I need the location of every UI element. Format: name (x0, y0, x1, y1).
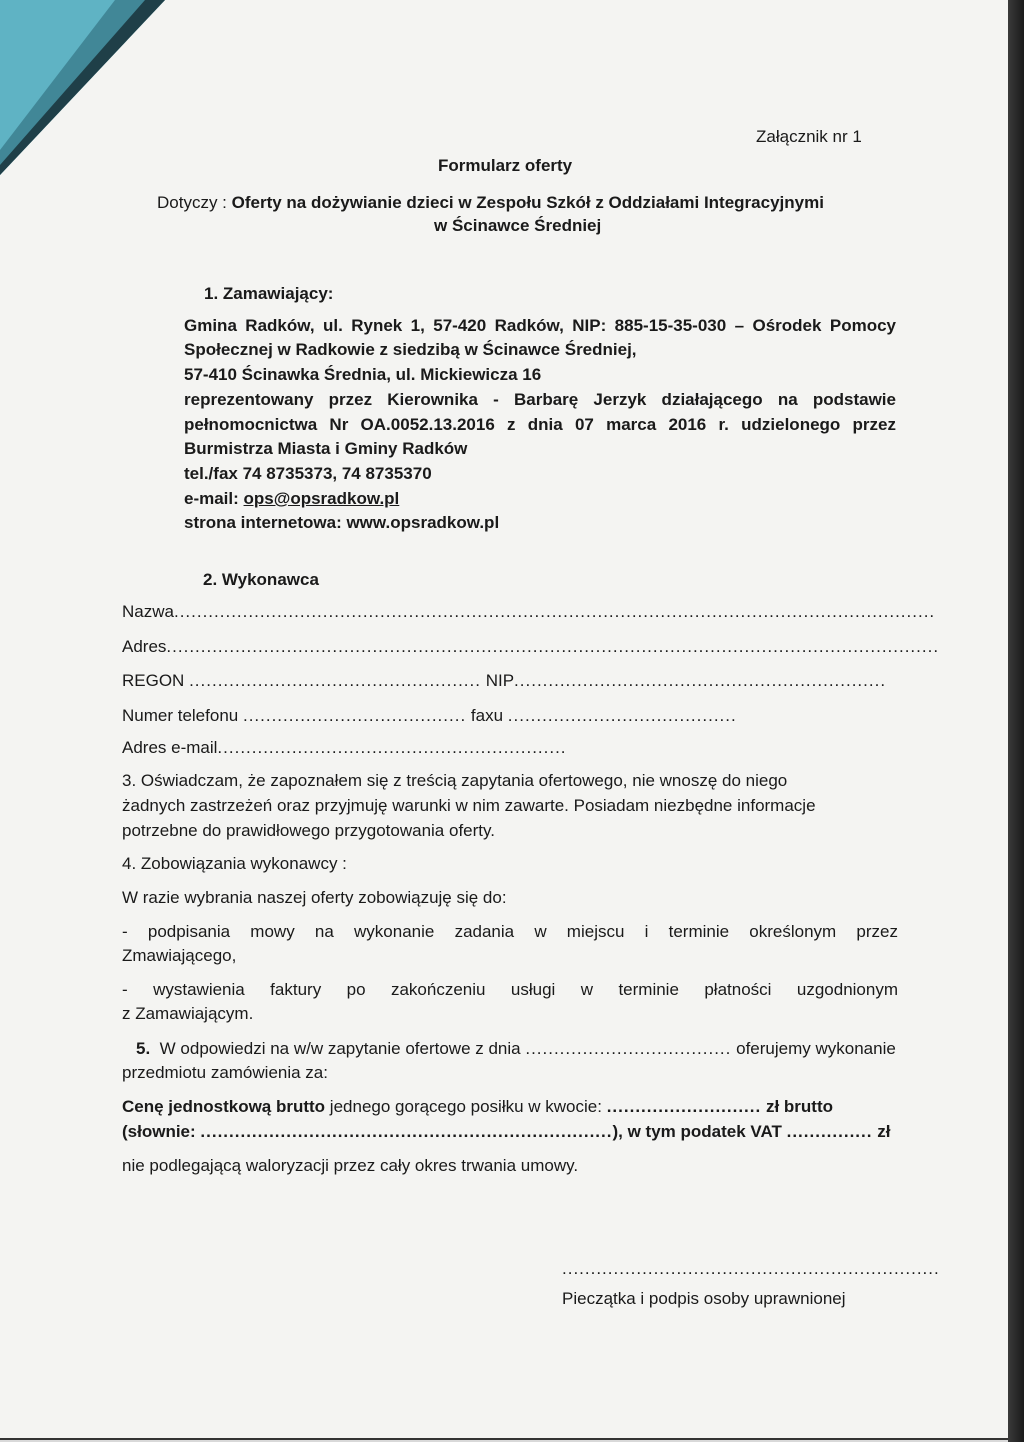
nip-fill-field[interactable]: ................................................................. (514, 671, 887, 690)
regon-label: REGON (122, 671, 185, 690)
email-label: e-mail: (184, 489, 244, 508)
price-unit: zł brutto (765, 1097, 834, 1116)
section-4-heading: 4. Zobowiązania wykonawcy : (122, 854, 347, 873)
form-title: Formularz oferty (438, 156, 573, 175)
regon-fill-field[interactable]: ................................................... (189, 671, 481, 690)
obligation-item-1: - podpisania mowy na wykonanie zadania w miejscu i terminie określonym przez (122, 922, 898, 941)
scan-right-edge (1008, 0, 1024, 1442)
ordering-party-line: Gmina Radków, ul. Rynek 1, 57-420 Radków, NIP: 885-15-35-030 – Ośrodek Pomocy (184, 316, 896, 335)
phone-fax-line (122, 705, 737, 727)
declaration-line: żadnych zastrzeżeń oraz przyjmuję warunki w nim zawarte. Posiadam niezbędne informacje (122, 796, 816, 815)
vat-amount-field[interactable]: ............... (786, 1122, 873, 1141)
price-label: Cenę jednostkową brutto (122, 1097, 326, 1116)
ordering-party-line: Społecznej w Radkowie z siedzibą w Ścinawce Średniej, (184, 340, 637, 359)
price-words-field[interactable]: ........................................................................ (200, 1122, 613, 1141)
ordering-party-line: Burmistrza Miasta i Gminy Radków (184, 439, 468, 458)
attachment-label: Załącznik nr 1 (756, 127, 862, 146)
subject-prefix: Dotyczy : (157, 193, 232, 212)
obligation-item-2-cont: z Zamawiającym. (122, 1004, 254, 1023)
section-1-heading: 1. Zamawiający: (204, 284, 334, 303)
section-5-number: 5. (136, 1039, 151, 1058)
website-line: strona internetowa: www.opsradkow.pl (184, 513, 500, 532)
ordering-party-line: reprezentowany przez Kierownika - Barbarę Jerzyk działającego na podstawie (184, 390, 896, 409)
email-field-line (122, 737, 567, 759)
adres-fill-field[interactable]: ....................................................................................................................................... (166, 637, 940, 656)
subject-line-1 (157, 192, 824, 214)
price-text: jednego gorącego posiłku w kwocie: (325, 1097, 602, 1116)
signature-label: Pieczątka i podpis osoby uprawnionej (562, 1289, 846, 1308)
section-2-heading: 2. Wykonawca (203, 570, 319, 589)
subject-text: Oferty na dożywianie dzieci w Zespołu Szkół z Oddziałami Integracyjnymi (231, 193, 824, 212)
wykonawca-email-label: Adres e-mail (122, 738, 218, 757)
vat-unit: zł (877, 1122, 891, 1141)
fax-label: faxu (470, 706, 504, 725)
offer-intro-end: oferujemy wykonanie (736, 1039, 896, 1058)
nazwa-line (122, 601, 935, 623)
scan-corner-fold (0, 0, 170, 190)
price-amount-field[interactable]: ........................... (606, 1097, 762, 1116)
price-words-line (122, 1121, 890, 1143)
phone-fill-field[interactable]: ....................................... (242, 706, 467, 725)
signature-field[interactable]: .................................................................. (562, 1259, 940, 1278)
words-label: (słownie: (122, 1122, 196, 1141)
adres-line (122, 636, 939, 658)
price-line (122, 1096, 833, 1118)
nip-label: NIP (485, 671, 515, 690)
nazwa-fill-field[interactable]: ..................................................................................................................................... (173, 602, 936, 621)
fax-fill-field[interactable]: ........................................ (507, 706, 737, 725)
obligation-item-2: - wystawienia faktury po zakończeniu usługi w terminie płatności uzgodnionym (122, 980, 898, 999)
offer-line-1 (136, 1038, 896, 1060)
obligations-intro: W razie wybrania naszej oferty zobowiązuję się do: (122, 888, 507, 907)
offer-date-field[interactable]: .................................... (525, 1039, 732, 1058)
obligation-item-1-cont: Zmawiającego, (122, 946, 237, 965)
email-fill-field[interactable]: ............................................................. (217, 738, 567, 757)
nazwa-label: Nazwa (122, 602, 174, 621)
regon-nip-line (122, 670, 886, 692)
email-line (184, 488, 399, 510)
declaration-line: potrzebne do prawidłowego przygotowania oferty. (122, 821, 495, 840)
phone-label: Numer telefonu (122, 706, 239, 725)
email-link[interactable]: ops@opsradkow.pl (243, 489, 400, 508)
adres-label: Adres (122, 637, 167, 656)
subject-line-2: w Ścinawce Średniej (434, 216, 602, 235)
offer-line-2: przedmiotu zamówienia za: (122, 1063, 328, 1082)
ordering-party-line: pełnomocnictwa Nr OA.0052.13.2016 z dnia 07 marca 2016 r. udzielonego przez (184, 415, 896, 434)
ordering-party-line: 57-410 Ścinawka Średnia, ul. Mickiewicza 16 (184, 365, 542, 384)
ordering-party-line: tel./fax 74 8735373, 74 8735370 (184, 464, 432, 483)
price-note: nie podlegającą waloryzacji przez cały okres trwania umowy. (122, 1156, 579, 1175)
vat-label: ), w tym podatek VAT (612, 1122, 782, 1141)
declaration-line: 3. Oświadczam, że zapoznałem się z treścią zapytania ofertowego, nie wnoszę do niego (122, 771, 788, 790)
offer-intro: W odpowiedzi na w/w zapytanie ofertowe z dnia (159, 1039, 521, 1058)
